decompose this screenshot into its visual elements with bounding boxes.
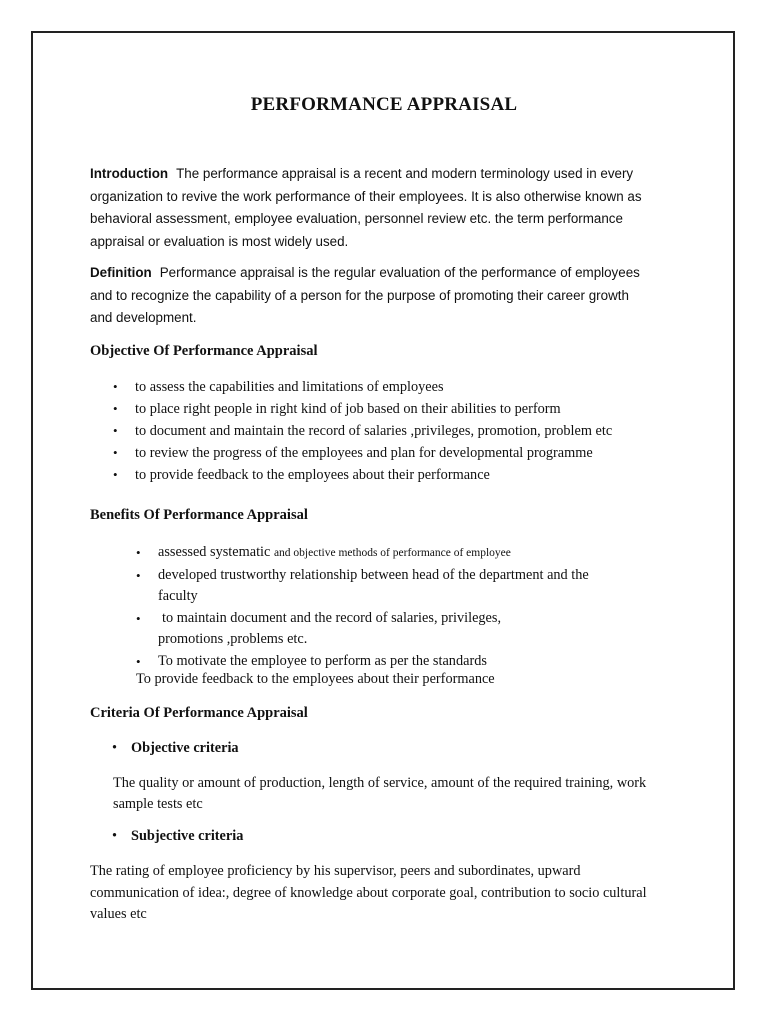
definition-paragraph [90,262,690,330]
objective-item-text: to review the progress of the employees and plan for developmental programme [135,445,593,461]
introduction-label: Introduction [90,166,169,181]
subjective-criteria-text [90,861,647,926]
bullet-icon: • [113,467,118,482]
subjective-criteria-line-3: values etc [90,906,147,922]
objective-item-text: to provide feedback to the employees about their performance [135,467,490,483]
criteria-heading: Criteria Of Performance Appraisal [90,705,308,721]
list-item [113,376,612,398]
benefit-item-text: assessed systematic [158,544,271,560]
introduction-line-2: organization to revive the work performance of their employees. It is also otherwise known as [90,188,642,204]
objective-item-text: to document and maintain the record of salaries ,privileges, promotion, problem etc [135,423,613,439]
benefits-list [136,542,628,673]
list-item [113,464,612,486]
bullet-icon: • [113,401,118,416]
definition-label: Definition [90,265,152,280]
objective-heading: Objective Of Performance Appraisal [90,343,318,359]
subjective-criteria-bullet [112,828,243,845]
benefit-item-text: to maintain document and the record of salaries, privileges, [162,610,502,626]
introduction-line-1: The performance appraisal is a recent and modern terminology used in every [176,166,634,181]
objective-criteria-line-1: The quality or amount of production, length of service, amount of the required training, work [113,775,647,791]
objective-criteria-text [113,773,646,815]
list-item [136,542,628,564]
list-item [136,651,628,672]
bullet-icon: • [136,611,141,626]
bullet-icon: • [113,423,118,438]
list-item [113,442,612,464]
list-item [113,420,613,442]
definition-line-2: and to recognize the capability of a person for the purpose of promoting their career growth [90,287,629,303]
objective-criteria-bullet [112,740,239,757]
bullet-icon: • [136,654,141,669]
subjective-criteria-line-2: communication of idea:, degree of knowledge about corporate goal, contribution to socio cultural [90,884,647,901]
bullet-icon: • [136,568,141,583]
objective-criteria-label: Objective criteria [131,740,239,756]
introduction-line-4: appraisal or evaluation is most widely used. [90,233,349,249]
introduction-paragraph [90,163,690,253]
objective-list [113,376,613,486]
benefit-item-text-continued: promotions ,problems etc. [158,631,308,647]
benefit-item-text: To motivate the employee to perform as per the standards [158,653,487,669]
definition-line-3: and development. [90,310,197,325]
document-title: PERFORMANCE APPRAISAL [250,94,518,115]
bullet-icon: • [113,445,118,460]
list-item [136,608,628,650]
benefits-trailing-line: To provide feedback to the employees about their performance [136,671,495,687]
benefits-heading: Benefits Of Performance Appraisal [90,507,308,523]
benefit-item-text: developed trustworthy relationship between head of the department and the [158,567,589,583]
benefit-item-text-continued: faculty [158,588,198,604]
benefit-item-small-text: and objective methods of performance of employee [273,547,511,559]
definition-line-1: Performance appraisal is the regular evaluation of the performance of employees [159,265,640,280]
list-item [136,565,628,607]
objective-item-text: to assess the capabilities and limitations of employees [135,379,444,395]
subjective-criteria-line-1: The rating of employee proficiency by his supervisor, peers and subordinates, upward [90,863,581,879]
bullet-icon: • [136,545,141,560]
introduction-line-3: behavioral assessment, employee evaluation, personnel review etc. the term performance [90,211,623,226]
subjective-criteria-label: Subjective criteria [131,828,244,844]
objective-item-text: to place right people in right kind of job based on their abilities to perform [135,401,561,417]
bullet-icon: • [112,828,118,844]
bullet-icon: • [112,740,118,756]
list-item [113,398,612,420]
objective-criteria-line-2: sample tests etc [113,796,203,812]
bullet-icon: • [113,379,118,394]
